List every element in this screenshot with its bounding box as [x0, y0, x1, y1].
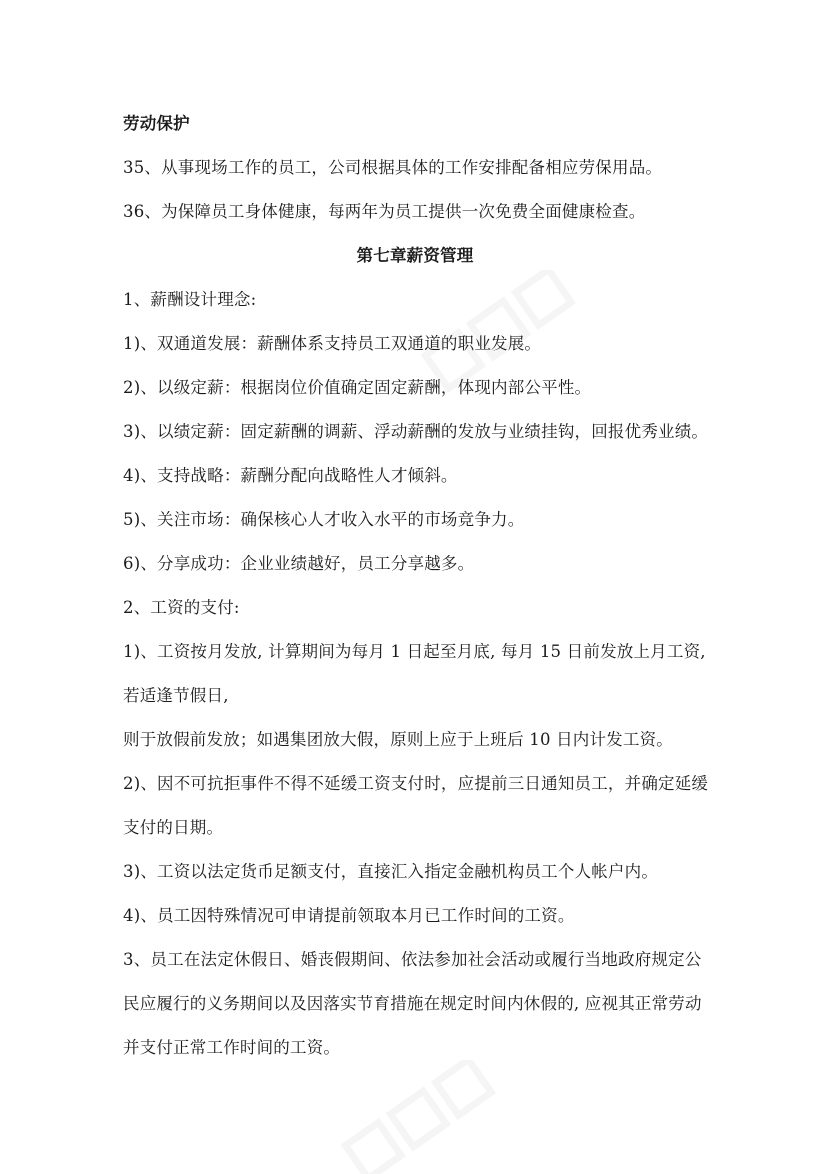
- salary-concept-3: 3)、以绩定薪：固定薪酬的调薪、浮动薪酬的发放与业绩挂钩，回报优秀业绩。: [123, 422, 709, 441]
- salary-concept-1: 1)、双通道发展：薪酬体系支持员工双通道的职业发展。: [123, 334, 542, 353]
- paragraph-item-35: 35、从事现场工作的员工，公司根据具体的工作安排配备相应劳保用品。: [123, 158, 663, 177]
- holiday-line-1: 3、员工在法定休假日、婚丧假期间、依法参加社会活动或履行当地政府规定公: [123, 950, 702, 969]
- payment-line-2: 若适逢节假日,: [123, 686, 229, 705]
- chapter-title: 第七章薪资管理: [356, 246, 474, 265]
- salary-concept-4: 4)、支持战略：薪酬分配向战略性人才倾斜。: [123, 466, 458, 485]
- salary-concept-5: 5)、关注市场：确保核心人才收入水平的市场竞争力。: [123, 510, 525, 529]
- payment-line-6: 3)、工资以法定货币足额支付，直接汇入指定金融机构员工个人帐户内。: [123, 862, 659, 881]
- payment-line-1: 1)、工资按月发放, 计算期间为每月 1 日起至月底, 每月 15 日前发放上月工资,: [123, 642, 706, 661]
- salary-concept-heading: 1、薪酬设计理念:: [123, 290, 257, 309]
- payment-line-5: 支付的日期。: [123, 818, 224, 837]
- watermark-bottom: [320, 1060, 520, 1174]
- holiday-line-2: 民应履行的义务期间以及因落实节育措施在规定时间内休假的, 应视其正常劳动: [123, 994, 702, 1013]
- section-heading-labor-protection: 劳动保护: [123, 114, 190, 133]
- salary-concept-2: 2)、以级定薪：根据岗位价值确定固定薪酬，体现内部公平性。: [123, 378, 592, 397]
- salary-concept-6: 6)、分享成功：企业业绩越好，员工分享越多。: [123, 554, 475, 573]
- payment-line-7: 4)、员工因特殊情况可申请提前领取本月已工作时间的工资。: [123, 906, 575, 925]
- holiday-line-3: 并支付正常工作时间的工资。: [123, 1038, 341, 1057]
- payment-line-3: 则于放假前发放；如遇集团放大假，原则上应于上班后 10 日内计发工资。: [123, 730, 673, 749]
- paragraph-item-36: 36、为保障员工身体健康，每两年为员工提供一次免费全面健康检查。: [123, 202, 646, 221]
- payment-heading: 2、工资的支付:: [123, 598, 240, 617]
- payment-line-4: 2)、因不可抗拒事件不得不延缓工资支付时，应提前三日通知员工，并确定延缓: [123, 774, 709, 793]
